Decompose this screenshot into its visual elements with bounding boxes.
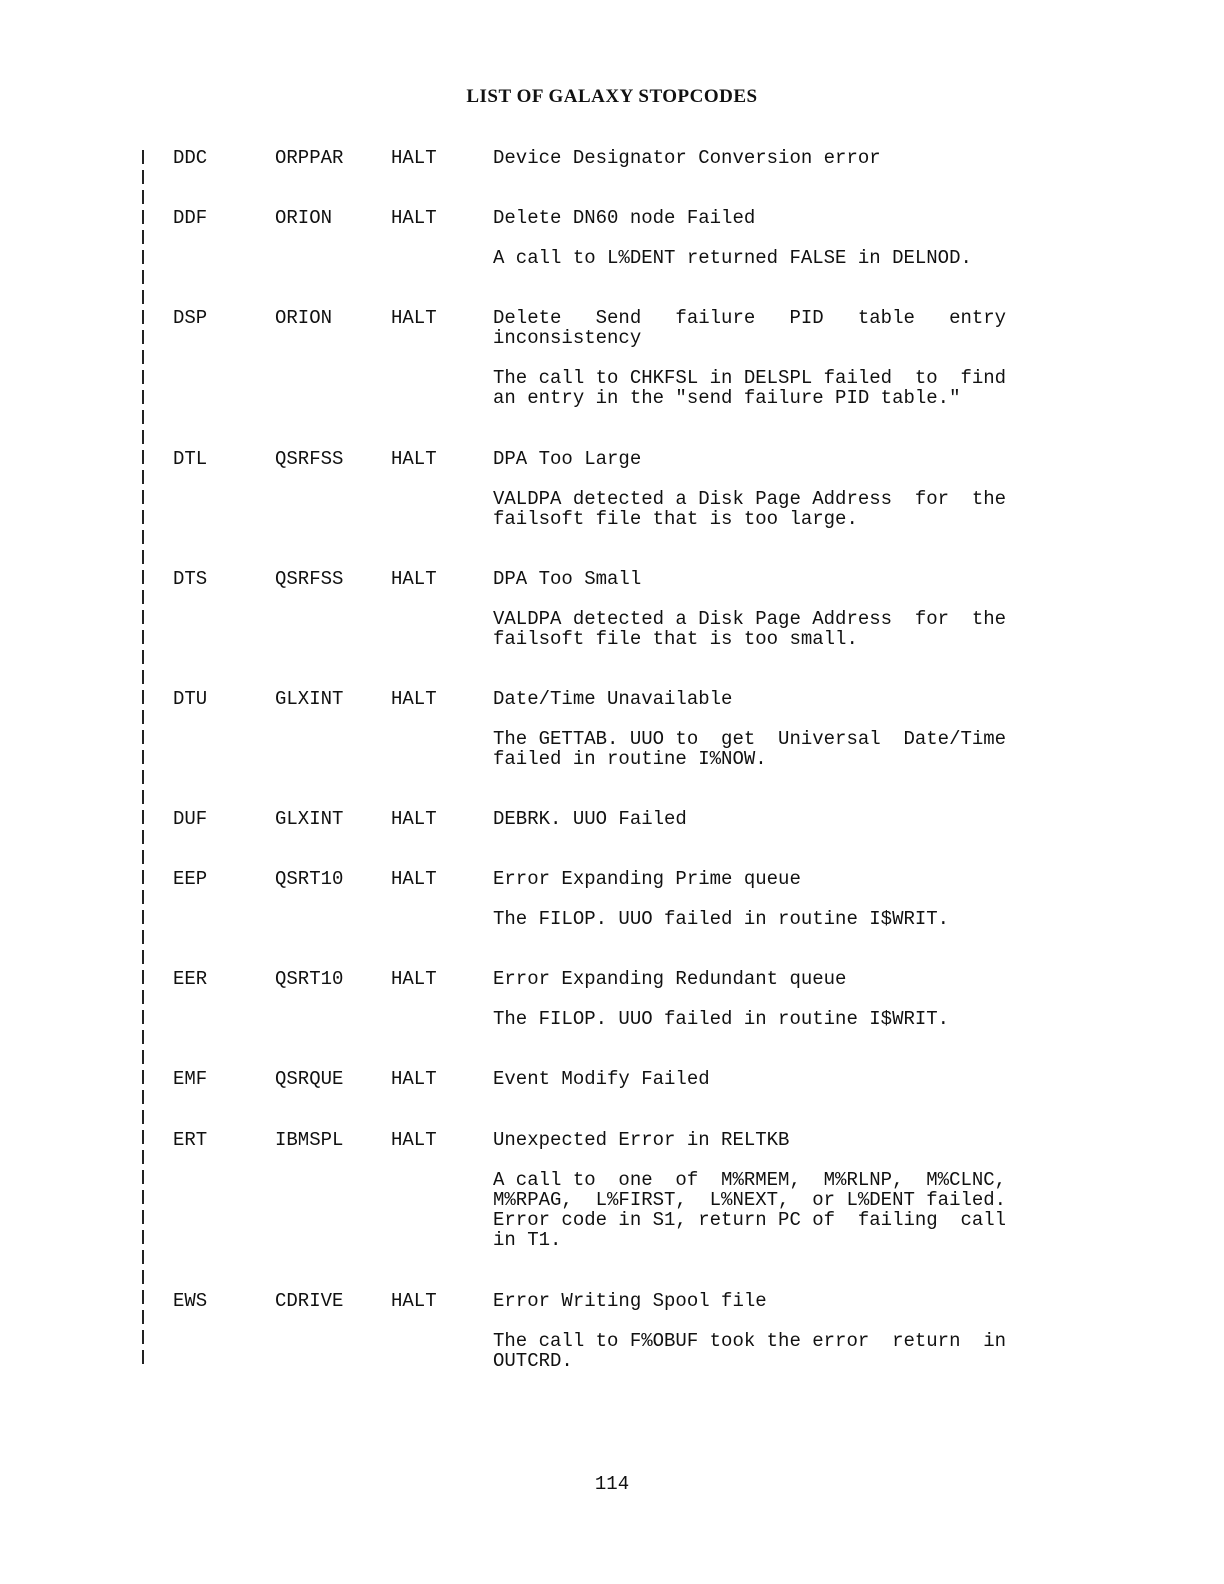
action: HALT [391,688,437,710]
module-name: IBMSPL [275,1129,344,1151]
stopcode: EER [173,968,208,990]
stopcode: DDF [173,207,208,229]
description: Unexpected Error in RELTKB [493,1129,790,1151]
description: Date/Time Unavailable [493,688,733,710]
stopcode: EEP [173,868,208,890]
module-name: GLXINT [275,808,344,830]
description: Error Expanding Redundant queue [493,968,847,990]
stopcode: DSP [173,307,208,329]
module-name: QSRT10 [275,968,344,990]
description: Event Modify Failed [493,1068,710,1090]
description: Delete DN60 node Failed [493,207,756,229]
description: Device Designator Conversion error [493,147,881,169]
module-name: ORPPAR [275,147,344,169]
revision-change-bar [142,150,144,1370]
action: HALT [391,448,437,470]
description: Delete Send failure PID table entry inconsistency [493,307,1007,349]
module-name: ORION [275,307,333,329]
description: DPA Too Small [493,568,642,590]
page-title: LIST OF GALAXY STOPCODES [466,86,758,107]
action: HALT [391,808,437,830]
action: HALT [391,968,437,990]
detail-text: VALDPA detected a Disk Page Address for the failsoft file that is too large. [493,488,1007,530]
action: HALT [391,207,437,229]
module-name: CDRIVE [275,1290,344,1312]
detail-text: The GETTAB. UUO to get Universal Date/Time failed in routine I%NOW. [493,728,1007,770]
detail-text: The call to F%OBUF took the error return in OUTCRD. [493,1330,1007,1372]
stopcode: ERT [173,1129,208,1151]
detail-text: VALDPA detected a Disk Page Address for the failsoft file that is too small. [493,608,1007,650]
detail-text: The FILOP. UUO failed in routine I$WRIT. [493,908,950,930]
stopcode: DTS [173,568,208,590]
action: HALT [391,1129,437,1151]
module-name: QSRFSS [275,568,344,590]
action: HALT [391,868,437,890]
detail-text: A call to L%DENT returned FALSE in DELNOD. [493,247,972,269]
module-name: QSRT10 [275,868,344,890]
action: HALT [391,1290,437,1312]
detail-text: A call to one of M%RMEM, M%RLNP, M%CLNC, M%RPAG, L%FIRST, L%NEXT, or L%DENT failed. Error code in S1, return PC of failing call in T1. [493,1169,1007,1251]
stopcode: EMF [173,1068,208,1090]
action: HALT [391,568,437,590]
detail-text: The call to CHKFSL in DELSPL failed to find an entry in the "send failure PID table." [493,367,1007,409]
stopcode: DDC [173,147,208,169]
stopcode: DTU [173,688,208,710]
stopcode: EWS [173,1290,208,1312]
description: DPA Too Large [493,448,642,470]
description: Error Expanding Prime queue [493,868,801,890]
module-name: QSRQUE [275,1068,344,1090]
action: HALT [391,147,437,169]
stopcode: DUF [173,808,208,830]
module-name: GLXINT [275,688,344,710]
action: HALT [391,307,437,329]
description: DEBRK. UUO Failed [493,808,687,830]
module-name: QSRFSS [275,448,344,470]
detail-text: The FILOP. UUO failed in routine I$WRIT. [493,1008,950,1030]
stopcode: DTL [173,448,208,470]
module-name: ORION [275,207,333,229]
page-number: 114 [594,1473,630,1495]
description: Error Writing Spool file [493,1290,767,1312]
action: HALT [391,1068,437,1090]
